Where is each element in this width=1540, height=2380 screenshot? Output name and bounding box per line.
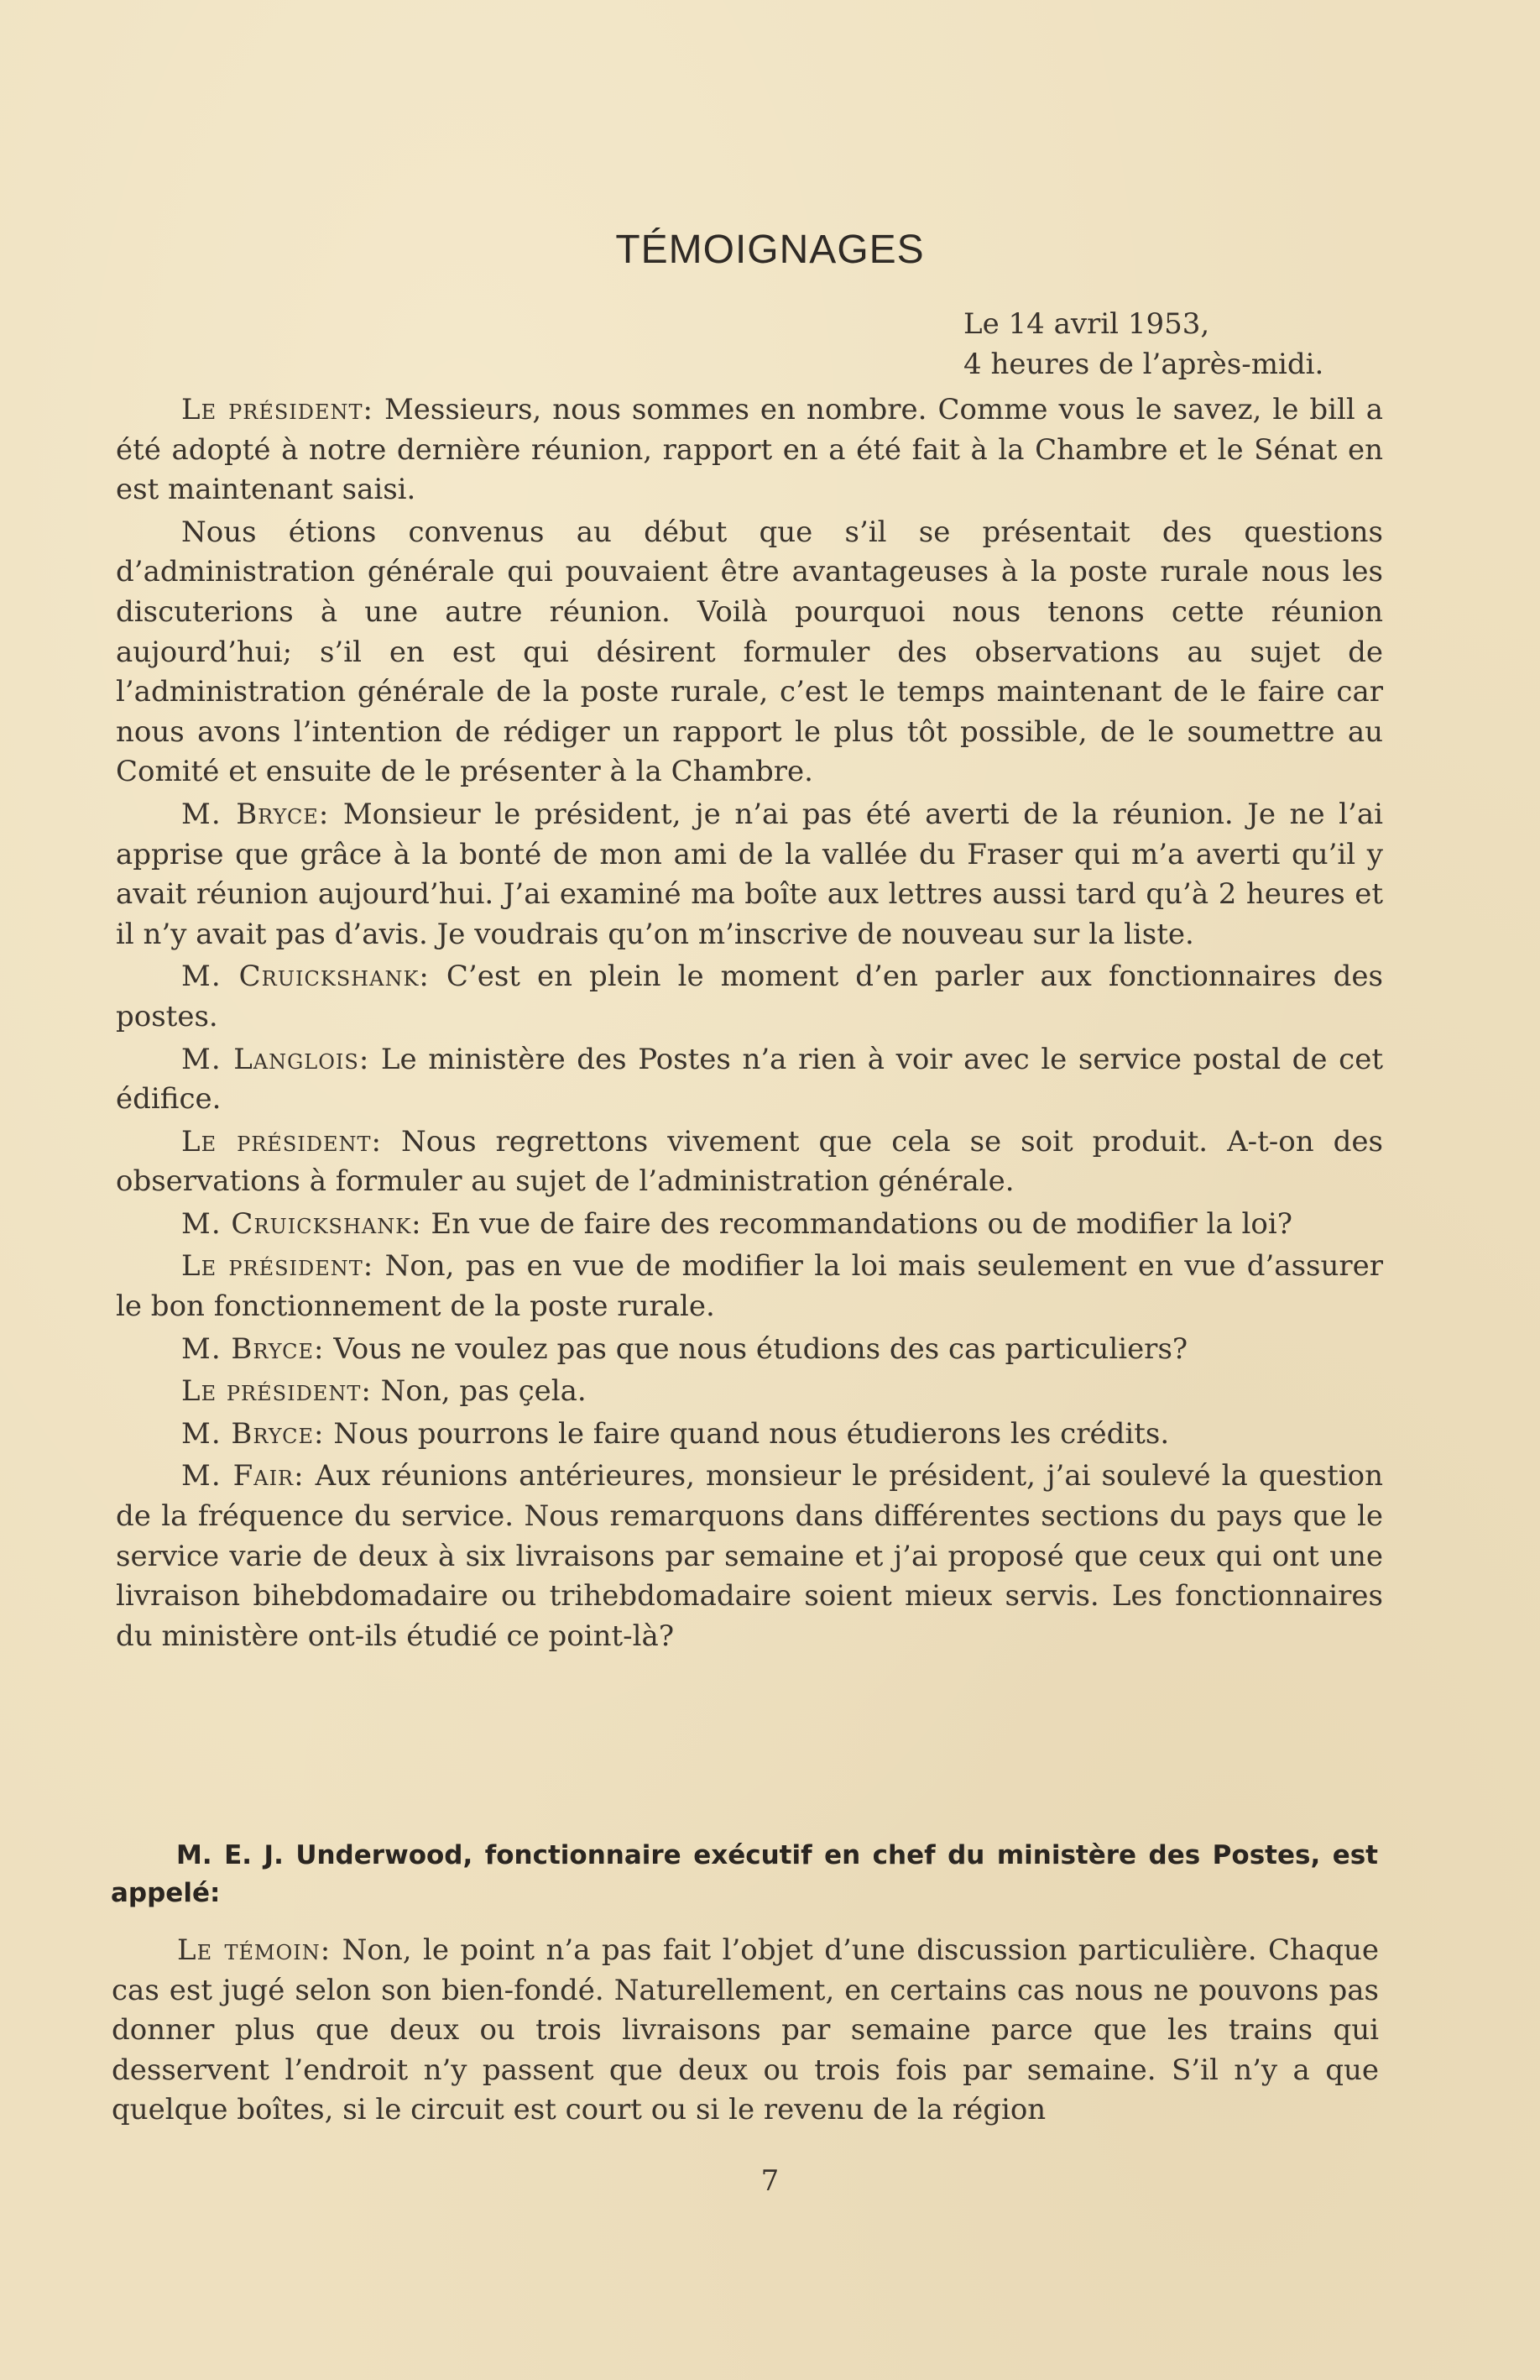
paragraph-text: Nous pourrons le faire quand nous étudierons les crédits. xyxy=(324,1416,1170,1451)
paragraph-text: Messieurs, nous sommes en nombre. Comme vous le savez, le bill a été adopté à notre dernière réunion, rapport en a été fait à la Chambre et le Sénat en est maintenant saisi. xyxy=(116,393,1383,507)
paragraph-text: Aux réunions antérieures, monsieur le président, j’ai soulevé la question de la fréquence du service. Nous remarquons dans différentes sections du pays que le service varie de deux à six livraisons par semaine et j’ai proposé que ceux qui ont une livraison bihebdomadaire ou trihebdomadaire soient mieux servis. Les fonctionnaires du ministère ont-ils étudié ce point-là? xyxy=(116,1459,1383,1653)
speaker-label: M. Bryce: xyxy=(181,1416,325,1451)
paragraph xyxy=(116,957,1383,1037)
paragraph xyxy=(116,1247,1383,1326)
paragraph xyxy=(116,1205,1383,1245)
paragraph xyxy=(116,1372,1383,1412)
speaker-label: Le président: xyxy=(181,1249,374,1284)
paragraph-text: Nous regrettons vivement que cela se soit produit. A-t-on des observations à formuler au sujet de l’administration générale. xyxy=(116,1124,1383,1199)
paragraph xyxy=(112,1931,1379,2131)
paragraph xyxy=(116,1415,1383,1455)
speaker-label: M. Langlois: xyxy=(181,1042,370,1076)
speaker-label: M. Bryce: xyxy=(181,797,330,831)
dateline-time: 4 heures de l’après-midi. xyxy=(963,348,1324,381)
speaker-label: Le président: xyxy=(181,1374,372,1409)
paragraph-text: Non, pas çela. xyxy=(371,1374,587,1409)
testimony-body xyxy=(116,390,1383,1659)
paragraph-text: Nous étions convenus au début que s’il se présentait des questions d’administration générale qui pouvaient être avantageuses à la poste rurale nous les discuterions à une autre réunion. Voilà pourquoi nous tenons cette réunion aujourd’hui; s’il en est qui désirent formuler des observations au sujet de l’administration générale de la poste rurale, c’est le temps maintenant de le faire car nous avons l’intention de rédiger un rapport le plus tôt possible, de le soumettre au Comité et ensuite de le présenter à la Chambre. xyxy=(116,515,1383,789)
speaker-label: Le président: xyxy=(181,393,373,426)
speaker-label: M. Bryce: xyxy=(181,1331,325,1366)
paragraph-text: Monsieur le président, je n’ai pas été averti de la réunion. Je ne l’ai apprise que grâce à la bonté de mon ami de la vallée du Fraser qui m’a averti qu’il y avait réunion aujourd’hui. J’ai examiné ma boîte aux lettres aussi tard qu’à 2 heures et il n’y avait pas d’avis. Je voudrais qu’on m’inscrive de nouveau sur la liste. xyxy=(116,797,1383,951)
paragraph xyxy=(116,1457,1383,1656)
paragraph xyxy=(116,1122,1383,1202)
witness-testimony xyxy=(112,1931,1379,2133)
paragraph xyxy=(116,390,1383,510)
speaker-label: Le président: xyxy=(181,1124,382,1159)
speaker-label: Le témoin: xyxy=(177,1933,331,1967)
paragraph-text: Non, pas en vue de modifier la loi mais seulement en vue d’assurer le bon fonctionnement de la poste rurale. xyxy=(116,1249,1384,1324)
paragraph-text: Le ministère des Postes n’a rien à voir avec le service postal de cet édifice. xyxy=(116,1042,1383,1117)
speaker-label: M. Cruickshank: xyxy=(181,960,430,994)
paragraph xyxy=(116,1040,1383,1120)
paragraph xyxy=(116,795,1383,955)
paragraph-text: Non, le point n’a pas fait l’objet d’une discussion particulière. Chaque cas est jugé selon son bien-fondé. Naturellement, en certains cas nous ne pouvons pas donner plus que deux ou trois livraisons par semaine parce que les trains qui desservent l’endroit n’y passent que deux ou trois fois par semaine. S’il n’y a que quelque boîtes, si le circuit est court ou si le revenu de la région xyxy=(112,1933,1379,2127)
paragraph xyxy=(116,1330,1383,1370)
paragraph-text: C’est en plein le moment d’en parler aux fonctionnaires des postes. xyxy=(116,960,1384,1033)
dateline xyxy=(963,304,1323,384)
paragraph xyxy=(116,513,1383,792)
page-number: 7 xyxy=(760,2164,780,2198)
speaker-label: M. Fair: xyxy=(181,1459,305,1493)
speaker-label: M. Cruickshank: xyxy=(181,1206,422,1241)
paragraph-text: En vue de faire des recommandations ou de modifier la loi? xyxy=(421,1206,1292,1241)
dateline-date: Le 14 avril 1953, xyxy=(963,307,1210,341)
witness-heading: M. E. J. Underwood, fonctionnaire exécutif en chef du ministère des Postes, est appelé: xyxy=(111,1840,1378,1908)
paragraph-text: Vous ne voulez pas que nous étudions des cas particuliers? xyxy=(324,1331,1188,1366)
page-title: TÉMOIGNAGES xyxy=(615,228,925,272)
